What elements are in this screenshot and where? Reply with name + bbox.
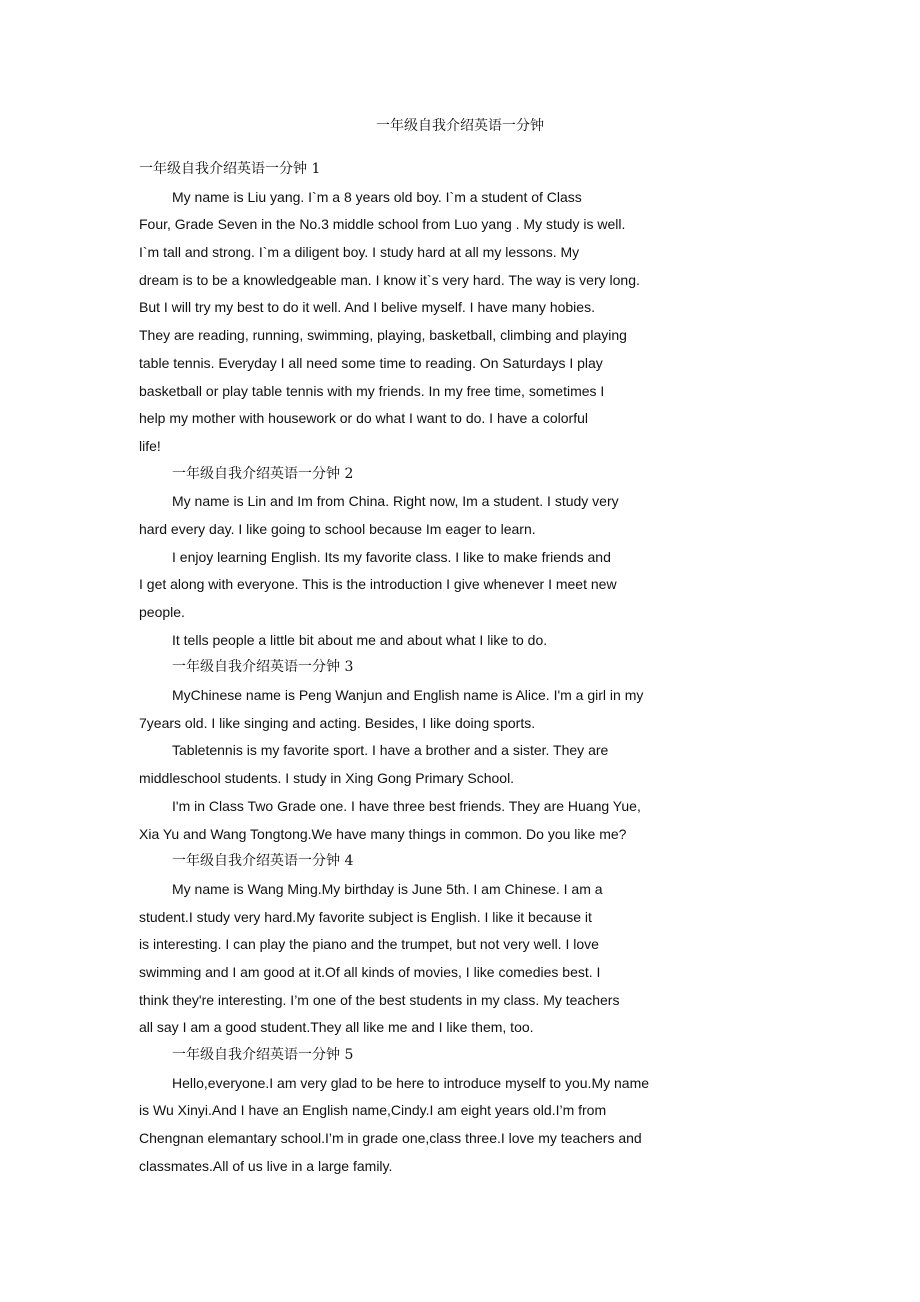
text-line: My name is Liu yang. I`m a 8 years old boy. I`m a student of Class <box>172 188 582 205</box>
text-line: all say I am a good student.They all like me and I like them, too. <box>139 1019 534 1036</box>
text-line: My name is Lin and Im from China. Right now, Im a student. I study very <box>172 493 619 510</box>
text-line: MyChinese name is Peng Wanjun and English name is Alice. I'm a girl in my <box>172 687 644 704</box>
text-line: But I will try my best to do it well. And I belive myself. I have many hobies. <box>139 299 595 316</box>
text-line: I`m tall and strong. I`m a diligent boy. I study hard at all my lessons. My <box>139 244 580 261</box>
section-heading-1: 一年级自我介绍英语一分钟 1 <box>139 161 321 177</box>
document-body <box>139 156 699 1180</box>
text-line: is Wu Xinyi.And I have an English name,Cindy.I am eight years old.I’m from <box>139 1102 607 1119</box>
text-line: Xia Yu and Wang Tongtong.We have many things in common. Do you like me? <box>139 825 627 842</box>
text-line: people. <box>139 604 185 620</box>
text-line: I get along with everyone. This is the introduction I give whenever I meet new <box>139 576 617 593</box>
section-heading-4: 一年级自我介绍英语一分钟 4 <box>172 853 354 870</box>
text-line: is interesting. I can play the piano and the trumpet, but not very well. I love <box>139 936 599 953</box>
text-line: classmates.All of us live in a large family. <box>139 1157 393 1174</box>
text-line: table tennis. Everyday I all need some time to reading. On Saturdays I play <box>139 354 603 371</box>
text-line: It tells people a little bit about me and about what I like to do. <box>172 631 548 648</box>
text-line: help my mother with housework or do what I want to do. I have a colorful <box>139 410 589 427</box>
text-line: think they're interesting. I’m one of the best students in my class. My teachers <box>139 991 620 1008</box>
section-heading-3: 一年级自我介绍英语一分钟 3 <box>172 659 354 676</box>
text-line: Hello,everyone.I am very glad to be here to introduce myself to you.My name <box>172 1074 650 1091</box>
document-title: 一年级自我介绍英语一分钟 <box>376 118 544 134</box>
text-line: life! <box>139 437 161 454</box>
text-line: middleschool students. I study in Xing Gong Primary School. <box>139 770 515 787</box>
text-line: swimming and I am good at it.Of all kinds of movies, I like comedies best. I <box>139 963 601 980</box>
text-line: dream is to be a knowledgeable man. I know it`s very hard. The way is very long. <box>139 271 640 288</box>
text-line: My name is Wang Ming.My birthday is June 5th. I am Chinese. I am a <box>172 880 603 897</box>
text-line: 7years old. I like singing and acting. Besides, I like doing sports. <box>139 714 536 731</box>
text-line: student.I study very hard.My favorite subject is English. I like it because it <box>139 908 592 925</box>
text-line: They are reading, running, swimming, playing, basketball, climbing and playing <box>139 327 627 344</box>
section-heading-5: 一年级自我介绍英语一分钟 5 <box>172 1047 354 1063</box>
text-line: Tabletennis is my favorite sport. I have a brother and a sister. They are <box>172 742 609 759</box>
text-line: I'm in Class Two Grade one. I have three best friends. They are Huang Yue, <box>172 797 641 814</box>
text-line: hard every day. I like going to school because Im eager to learn. <box>139 520 536 537</box>
text-line: basketball or play table tennis with my friends. In my free time, sometimes I <box>139 382 605 399</box>
text-line: I enjoy learning English. Its my favorite class. I like to make friends and <box>172 548 611 565</box>
section-heading-2: 一年级自我介绍英语一分钟 2 <box>172 465 354 482</box>
text-line: Chengnan elemantary school.I’m in grade one,class three.I love my teachers and <box>139 1130 642 1147</box>
text-line: Four, Grade Seven in the No.3 middle school from Luo yang . My study is well. <box>139 216 626 233</box>
